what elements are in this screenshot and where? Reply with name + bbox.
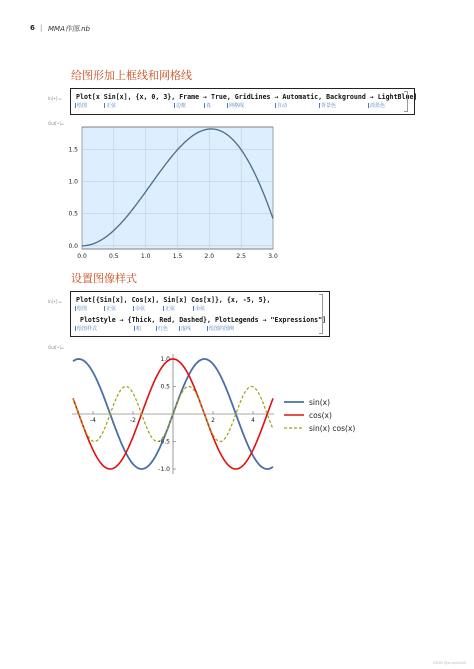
y-tick-label: 1.0 [160,356,170,363]
hint-thick: 粗 [136,326,142,332]
input-label: In[•]:= [48,96,62,101]
hint-plot: 绘图 [77,306,88,312]
input-cell-2[interactable] [70,291,330,337]
y-tick-label: 1.0 [68,178,78,186]
x-tick-label: 3.0 [268,253,278,260]
hint-lightblue: 淡蓝色 [370,103,386,109]
x-tick-label: 4 [251,417,255,424]
hint-cos: 余弦 [135,306,146,312]
y-tick-label: -1.0 [158,466,170,473]
output-label: Out[•]= [48,121,65,126]
legend [284,398,355,433]
input-cell-1[interactable] [70,88,418,115]
x-tick-label: 2.5 [236,253,246,260]
hint-background: 背景色 [321,103,337,109]
x-tick-label: 0.0 [77,253,87,260]
x-tick-label: 1.5 [172,253,183,260]
legend-sin: sin(x) [309,398,331,407]
notebook-filename: MMA作图.nb [48,25,90,33]
hint-red: 红色 [158,326,169,332]
y-tick-label: 0.5 [68,210,78,218]
hint-plot: 绘图 [77,103,88,109]
input-label-2: In[•]:= [48,299,62,304]
hint-frame: 边框 [176,103,187,109]
code-line[interactable]: Plot[x Sin[x], {x, 0, 3}, Frame → True, GridLines → Automatic, Background → LightBlue] [76,93,418,101]
cell-bracket[interactable] [404,91,408,112]
hint-plotstyle: 绘图样式 [77,326,98,332]
hint-automatic: 自动 [277,103,288,109]
hint-dashed: 虚线 [181,326,192,332]
x-tick-label: 2.0 [204,253,215,260]
legend-sincos: sin(x) cos(x) [309,424,356,433]
y-tick-label: -0.5 [158,438,170,446]
hint-sin: 正弦 [106,306,117,312]
output-label-2: Out[•]= [48,345,65,350]
page-number: 6 [30,24,35,32]
x-tick-label: -2 [130,417,136,424]
hint-plotlegends: 绘图的图例 [209,326,235,332]
hint-cos-2: 余弦 [195,306,206,312]
y-tick-label: 0.0 [68,242,78,250]
x-tick-label: 1.0 [140,253,151,260]
y-tick-label: 0.5 [160,383,170,391]
hint-sin: 正弦 [106,103,117,109]
x-tick-label: 0.5 [109,253,119,260]
section-title-plot-style: 设置图像样式 [71,272,137,285]
chart-xsinx [62,122,282,262]
x-tick-label: -4 [90,417,96,424]
hint-true: 真 [206,103,212,109]
footer-watermark: CSDN @xingmin8A [432,661,466,665]
section-title-frame-grid: 给图形加上框线和网格线 [71,69,192,82]
y-tick-label: 1.5 [68,146,78,154]
header-divider: | [40,24,43,32]
x-tick-label: 2 [211,417,215,424]
legend-cos: cos(x) [309,411,332,420]
code-line-2[interactable]: PlotStyle → {Thick, Red, Dashed}, PlotLegends → "Expressions"] [76,316,327,324]
hint-gridlines: 网格线 [229,103,245,109]
code-line-1[interactable]: Plot[{Sin[x], Cos[x], Sin[x] Cos[x]}, {x, -5, 5}, [76,296,271,304]
chart-trig [64,350,364,480]
cell-bracket-2[interactable] [319,294,323,334]
hint-sin-2: 正弦 [165,306,176,312]
